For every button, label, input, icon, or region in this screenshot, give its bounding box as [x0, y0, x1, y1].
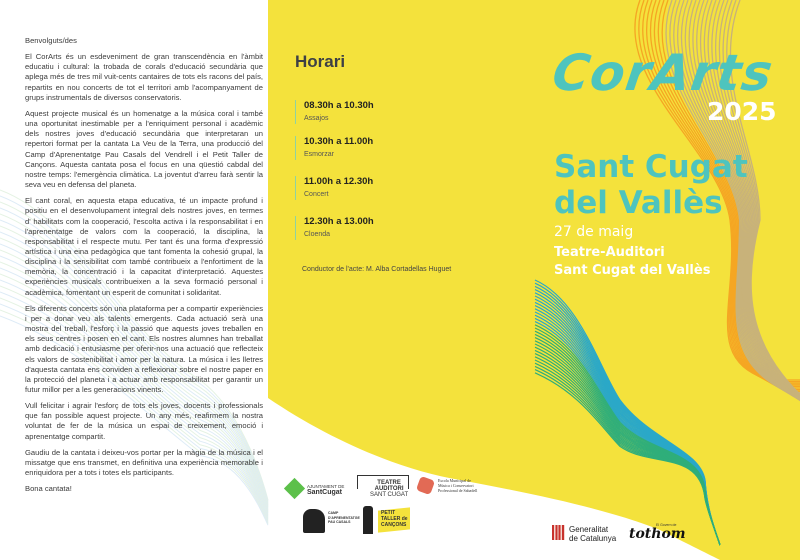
- schedule-item: [295, 136, 374, 160]
- logo-text: El Govern de: [656, 523, 677, 527]
- logo-text: AJUNTAMENT DE: [307, 484, 345, 489]
- event-year: 2025: [707, 97, 777, 126]
- logo-text: PETIT TALLER de CANÇONS: [381, 510, 408, 528]
- schedule-item: [295, 176, 374, 200]
- logo-text: TEATRE AUDITORI SANT CUGAT: [370, 480, 409, 498]
- schedule: [295, 52, 374, 252]
- schedule-label: Esmorzar: [304, 151, 334, 158]
- letter-paragraph: Vull felicitar i agrair l'esforç de tots els joves, docents i professionals que fan possible aquest projecte. Un any més, reafirmem la nostra voluntat de fer de la música un espai de creixement, emoció i aprenentatge compartit.: [25, 401, 263, 441]
- schedule-label: Assajos: [304, 115, 329, 122]
- logo-text: tothom: [629, 526, 686, 542]
- logo-text: Escola Municipal de Música i Conservatori Professional de Sabadell: [438, 478, 478, 493]
- event-date: 27 de maig: [554, 224, 634, 240]
- event-venue: [554, 244, 710, 280]
- letter-paragraph: Gaudiu de la cantata i deixeu-vos portar per la màgia de la música i el missatge que ens transmet, en definitiva una experiència memorable i enriquidora per a tots i totes els participants.: [25, 447, 263, 478]
- city-line: del Vallès: [554, 185, 723, 221]
- city-line: Sant Cugat: [554, 149, 748, 185]
- schedule-time: 10.30h a 11.00h: [304, 136, 374, 147]
- venue-line: Teatre-Auditori: [554, 245, 665, 260]
- schedule-item: [295, 216, 374, 240]
- lighthouse-icon: [363, 506, 373, 534]
- schedule-item: [295, 100, 374, 124]
- schedule-label: Cloenda: [304, 231, 331, 238]
- letter-paragraph: Els diferents concerts són una plataforma per a compartir experiències i per a donar veu als talents emergents. Cada actuació serà una mostra del treball, l'esforç i la passió que aquests joves treballen en els seus centres i posen en el cant. Els nostres alumnes han treballat amb dedicació i entusiasme per oferir-nos una actuació que reflecteix els valors de sostenibilitat i amor per la natura. La música i les lletres d'aquesta cantata ens conviden a reflexionar sobre el nostre paper en la protecció del planeta i a actuar amb responsabilitat per garantir un futur millor per a les generacions vinents.: [25, 303, 263, 394]
- schedule-time: 12.30h a 13.00h: [304, 216, 374, 227]
- letter-paragraph: Aquest projecte musical és un homenatge a la música coral i també una oportunitat inestimable per a l'enriquiment personal i acadèmic dels nostres joves d'educació secundària que interpretaran un repertori format per la cantata La Veu de la Terra, una producció del Camp d'Aprenentatge Pau Casals del Vendrell i el Petit Taller de Cançons. Aquesta cantata posa el focus en una qüestió cabdal del nostre temps: l'emergència climàtica. La joventut d'arreu farà sentir la seva veu en defensa del planeta.: [25, 108, 263, 190]
- camp-icon: [303, 509, 325, 533]
- schedule-label: Concert: [304, 191, 329, 198]
- generalitat-icon: [552, 525, 565, 540]
- letter-greeting: Benvolguts/des: [25, 36, 77, 45]
- conductor-credit: Conductor de l'acte: M. Alba Cortadellas Huguet: [302, 266, 452, 273]
- letter-closing: Bona cantata!: [25, 484, 72, 494]
- logo-text: Generalitat de Catalunya: [569, 525, 617, 543]
- logo-text: CAMP D'APRENENTATGE PAU CASALS: [328, 511, 360, 524]
- corarts-logo: CorArts: [548, 44, 777, 102]
- letter-paragraph: El CorArts és un esdeveniment de gran transcendència en l'àmbit educatiu i cultural: la trobada de corals d'educació secundària que aplega més de tres mil vuit-cents cantaires de tots els racons del país, repartits en nou concerts de tot el territori amb l'acompanyament de grups instrumentals de diversos conservatoris.: [25, 52, 263, 102]
- schedule-time: 11.00h a 12.30h: [304, 176, 374, 187]
- schedule-title: Horari: [295, 52, 346, 71]
- welcome-letter: [25, 36, 263, 500]
- letter-paragraph: El cant coral, en aquesta etapa educativa, té un impacte profund i positiu en el desenvolupament integral dels nostres joves, en termes d' habilitats com la cooperació, l'escolta activa i la responsabilitat i en l'aprenentatge de valors com la cooperació, la disciplina, la responsabilitat i el respecte mutu. Per tant és una forma d'expressió artística i una eina pedagògica que tant fomenta la cohesió grupal, la disciplina i la sensibilitat com també contribueix a l'enfortiment de la memòria, la concentració i la capacitat d'interpretació. Aquestes experiències musicals contribueixen a la seva formació personal i acadèmica, fomentant un esperit de comunitat i solidaritat.: [25, 196, 263, 297]
- logo-text: SantCugat: [307, 489, 342, 496]
- schedule-time: 08.30h a 10.30h: [304, 100, 374, 111]
- event-city: [554, 149, 748, 221]
- venue-line: Sant Cugat del Vallès: [554, 263, 711, 278]
